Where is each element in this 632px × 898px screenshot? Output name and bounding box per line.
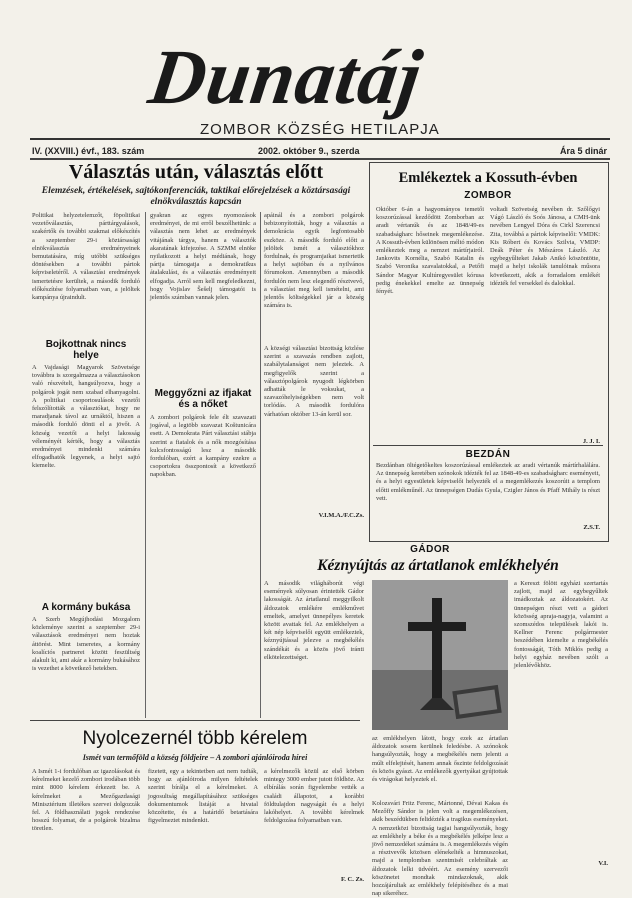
- bottom-signature: F. C. Zs.: [340, 876, 364, 883]
- gador-col2-text: az emlékhelyen látott, hogy ezek az ártatlan áldozatok sosem kerülnek feledésbe. A szónokok hangsúlyozták, hogy a megbékélés nem jelenti a múlt elfelejtését, hanem annak őszinte feldolgozását és közös gyászt. Az emlékezők gyertyákat gyújtottak és virágokat helyeztek el.: [372, 735, 508, 784]
- right-col-text: Kolozsvári Fritz Ferenc, Mártonné, Dévai Kakas és Mezőffy Sándor is jelen volt a megemlékezésen, akik beszédükben felidézték a tragikus eseményeket. A nemzetközi bizottság tagjai hangsúlyozták, hogy az emlékhely a béke és a megbékélés jelképe lesz a jövő nemzedékei számára is. A megemlékezés végén a résztvevők közösen elénekelték a himnuszokat, majd a templomban szentmisét celebráltak az áldozatok lelki üdvéért. Az esemény szervezői köszönetet mondtak mindazoknak, akik hozzájárultak az emlékhely felépítéséhez és a mai nap sikeréhez.: [372, 800, 508, 898]
- lead-col1-text: Politikai helyzetelemzőt, föpolitikai vezetőválasztás, párttárgyalások, szakértők és további szakmai előkészítés a szeptember 29-i köztársasági elnökválasztás eredményeinek bemutatására, míg utóbbi szükséges döntésekben a további pártok képviseletéről. A választási eredmények ismertetésre kerültek, a második forduló előkészítése folyamatban van, a jelöltek kampánya újraindult.: [32, 212, 140, 302]
- bezdan-text: Bezdánban öltégetőkeltes koszorúzással emlékeztek az aradi vértanúk mártírhalálára. Az ünnepség keretében szónokok idézték fel az 1848-49-es szabadságharc eseményeit, és a helyi egyesületek képviselői helyezték el a megemlékezés koszorúit a templom előtti emlékműnél. Az ünnepségen Dudás Gyula, Czigler János és Pfaff Mihály is részt vett.: [376, 462, 600, 502]
- bottom-headline: Nyolcezernél több kérelem: [82, 728, 308, 749]
- column-rule: [260, 212, 261, 718]
- bottom-rule: [30, 720, 360, 721]
- masthead-rule: [30, 138, 610, 140]
- issue-price: Ára 5 dinár: [560, 146, 608, 156]
- column-rule: [145, 212, 146, 718]
- newspaper-subtitle: ZOMBOR KÖZSÉG HETILAPJA: [200, 121, 440, 138]
- issue-volume: IV. (XXVIII.) évf., 183. szám: [32, 146, 145, 156]
- kossuth-place: ZOMBOR: [464, 190, 512, 201]
- lead-dek: Elemzések, értékelések, sajtókonferenciák, taktikai előrejelzések a köztársasági elnökválasztás kapcsán: [41, 186, 351, 207]
- lead-col1b-text: A Vajdasági Magyarok Szövetsége továbbra is szorgalmazza a választásokon való részvételt, hangsúlyozva, hogy a polgárok jogát nem szabad elhanyagolni. A politikai csoportosulások vezetői felszólították a választókat, hogy ne maradjanak távol az urnáktól, hiszen a második forduló dönti el a jövőt. A község vezetői a helyi lakosság véleményét kérték, hogy a választás eredményei mindenki számára elfogadhatók legyenek, a helyi sajtó kiemelte.: [32, 364, 140, 470]
- lead-col3-text: apáinál és a zombori polgárok bebizonyították, hogy a választás a demokrácia egyik legfontosabb eszköze. A második forduló előtt a jelöltek ismét a választókhoz fordulnak, és programjaikat ismertetik a helyi sajtóban és a nyilvános fórumokon. Amennyiben a második fordulón nem lesz elegendő résztvevő, a választást meg kell ismételni, ami jelentős költségekkel jár a község számára is.: [264, 212, 364, 310]
- bottom-col1-text: A Ismét 1-i fordulóban az igazolásokat és kérelmeket kezelő zombori irodában több mint 8000 kérelem érkezett be. A kérelmeket a Mezőgazdasági Minisztérium illetékes szervei dolgozzák fel. A földhasználati jogok rendezése hosszú folyamat, de a polgárok bizalma töretlen.: [32, 768, 140, 833]
- gador-signature: V.I.: [598, 860, 608, 867]
- bezdan-place: BEZDÁN: [465, 449, 511, 460]
- kossuth-col2-text: voltadi Szövetség nevében dr. Szőlőgyi Vágó László és Soós Jánosa, a CMH-ünk nevében Lengyel Dóra és Cirkl Szerencsi Zita, továbbá a pártok képviselői: VMDK: Kis Róbert és Kovács Szilvia, VMDP: Deák Péter és Mészáros László. Az egybegyűlteket Jakab Anikó köszöntötte, majd a helyi iskolák tanulóinak műsora következett, akik a forradalom emlékét idézték fel versekkel és dalokkal.: [490, 206, 600, 287]
- bottom-col2-text: fizetett, egy a tekintetben azt nem tudták, hogy az ajánlóiroda milyen feltételek szerint bírálja el a kérelmeket. A jogosultság megállapításához szükséges dokumentumok listáját a hivatal közzétette, és a határidő betartására figyelmeztet mindenkit.: [148, 768, 258, 825]
- lead-subhead-meggyozni: Meggyőzni az ifjakat és a nőket: [154, 388, 252, 410]
- lead-col1c-text: A Szerb Megújhodási Mozgalom közleménye szerint a szeptember 29-i választások eredményei nem hoztak áttörést. Mint ismeretes, a kormány koalíciós partnerei között feszültség alakult ki, ami akár a kormány bukásához is vezethet a következő hetekben.: [32, 616, 140, 673]
- bottom-dek: Ismét van termőföld a község földjeire – A zombori ajánlóiroda hírei: [82, 753, 308, 762]
- lead-subhead-bojkott: Bojkottnak nincs helye: [45, 339, 127, 361]
- lead-subhead-kormany: A kormány bukása: [41, 602, 131, 613]
- lead-col2-text: gyakran az egyes nyomozások eredményei, de mi erről beszélhetünk: a választás nem lehet az eredmények vitájának tárgya, hanem a választók akaratának kifejezése. A SZMM elnöke nyilatkozott a helyi médiának, hogy pártja támogatja a demokratikus átalakulást, és a választás eredményeit elfogadja. Arról sem kell megfeledkezni, hogy Vojislav Šešelj támogatói is jelentős számban vannak jelen.: [150, 212, 256, 302]
- gador-headline: Kéznyújtás az ártatlanok emlékhelyén: [317, 557, 559, 574]
- lead-col3b-text: A községi választási bizottság közlése szerint a szavazás rendben zajlott, szabálytalanságot nem jeleztek. A megfigyelők szerint a választópolgárok nyugodt légkörben adhatták le voksukat, a szavazóhelyiségekben nem volt torlódás. A második fordulóra várhatóan október 13-án kerül sor.: [264, 345, 364, 418]
- kossuth-col1-text: Október 6-án a hagyományos temetői koszorúzással kezdődött Zomborban az aradi vértanúk és az 1848/49-es szabadságharc hőseinek megemlékezése. A Kossuth-évben különösen méltó módon emlékeztek meg a nemzet mártírjairól. Jankovits Kornélia, Szabó Katalin és Szabó Veronika szavalatokkal, a Petőfi Sándor Magyar Kultúregyesület kórusa pedig énekekkel emelte az ünnepség fényét.: [376, 206, 484, 296]
- lead-headline: Választás után, választás előtt: [68, 161, 324, 183]
- bottom-col3-text: a kérelmezők közül az első körben mintegy 3000 ember jutott földhöz. Az elbírálás során figyelembe vették a családi állapotot, a korábbi földtulajdon nagyságát és a helyi lakóhelyet. A további kérelmek feldolgozása folyamatban van.: [264, 768, 364, 825]
- lead-col2b-text: A zombori polgárok fele élt szavazati jogával, a legtöbb szavazat Koštunicára esett. A Demokrata Párt választási stábja szerint a fiatalok és a nők mozgósítása kulcsfontosságú lesz a második fordulóban, ezért a kampány ezekre a csoportokra összpontosít a következő napokban.: [150, 414, 256, 479]
- gador-col1-text: A második világháborút végi események súlyosan érintették Gádor lakosságát. Az ártatlanul meggyilkolt áldozatok emlékére emlékművet emeltek, amelyet ünnepélyes keretek között avattak fel. Az emlékhelyen a két nép képviselői együtt emlékeztek, kéznyújtással jelezve a megbékélés szándékát és a közös jövő iránti elkötelezettséget.: [264, 580, 364, 661]
- kossuth-headline: Emlékeztek a Kossuth-évben: [398, 170, 578, 186]
- memorial-cross-illustration: [372, 580, 508, 730]
- kossuth-rule: [373, 445, 603, 446]
- masthead: [0, 0, 632, 165]
- gador-place: GÁDOR: [410, 544, 450, 555]
- memorial-photo: [372, 580, 508, 730]
- newspaper-title: Dunatáj: [143, 33, 428, 120]
- issue-date: 2002. október 9., szerda: [258, 146, 360, 156]
- bezdan-signature: Z.S.T.: [583, 524, 600, 531]
- gador-col3-text: a Kereszt fölött egyházi szertartás zajlott, majd az egybegyűltek imádkoztak az áldozatokért. Az ünnepségen részt vett a gádori közösség apraja-nagyja, valamint a szomszédos települések lakói is. Kellner Ferenc polgármester beszédében kiemelte a megbékélés fontosságát, Tóth Miklós pedig a helyi egyház nevében szólt a jelenlévőkhöz.: [514, 580, 608, 670]
- lead-signature: V.I.M.A./F.C.Zs.: [318, 512, 364, 519]
- kossuth-signature: J. J. I.: [582, 438, 600, 445]
